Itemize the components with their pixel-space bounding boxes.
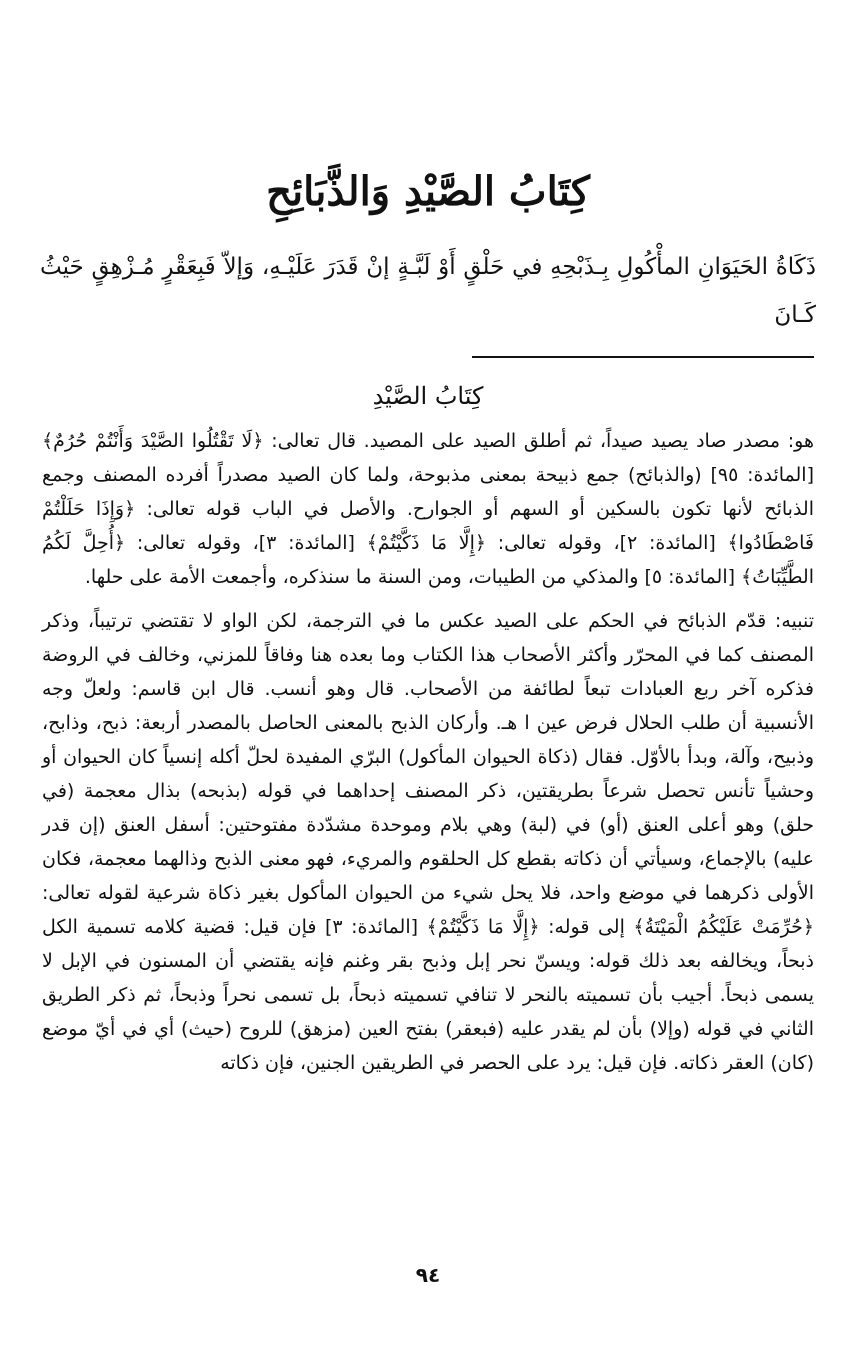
book-title: كِتَابُ الصَّيْدِ وَالذَّبَائِحِ (266, 168, 590, 215)
page-number: ٩٤ (415, 1263, 441, 1287)
commentary-body (42, 424, 814, 1090)
matn-text: ذَكَاةُ الحَيَوَانِ المأْكُولِ بِـذَبْحِهِ في حَلْقٍ أَوْ لَبَّـةٍ إنْ قَدَرَ عَلَيْـهِ، وَإلاّ فَبِعَقْرٍ مُـزْهِقٍ حَيْثُ كَـانَ (40, 254, 816, 328)
commentary-paragraph-1: هو: مصدر صاد يصيد صيداً، ثم أطلق الصيد على المصيد. قال تعالى: ﴿لَا تَقْتُلُوا الصَّيْدَ وَأَنْتُمْ حُرُمٌ﴾ [المائدة: ٩٥] (والذبائح) جمع ذبيحة بمعنى مذبوحة، ولما كان الصيد مصدراً أفرده المصنف وجمع الذبائح لأنها تكون بالسكين أو السهم أو الجوارح. والأصل في الباب قوله تعالى: ﴿وَإِذَا حَلَلْتُمْ فَاصْطَادُوا﴾ [المائدة: ٢]، وقوله تعالى: ﴿إِلَّا مَا ذَكَّيْتُمْ﴾ [المائدة: ٣]، وقوله تعالى: ﴿أُحِلَّ لَكُمُ الطَّيِّبَاتُ﴾ [المائدة: ٥] والمذكي من الطيبات، ومن السنة ما سنذكره، وأجمعت الأمة على حلها. (42, 430, 814, 588)
divider-rule (472, 356, 814, 358)
section-title: كِتَابُ الصَّيْدِ (372, 382, 484, 410)
commentary-paragraph-2: تنبيه: قدّم الذبائح في الحكم على الصيد عكس ما في الترجمة، لكن الواو لا تقتضي ترتيباً، وذكر المصنف كما في المحرّر وأكثر الأصحاب هذا الكتاب وما بعده هنا وفاقاً للمزني، وخالف في الروضة فذكره آخر ربع العبادات تبعاً لطائفة من الأصحاب. قال وهو أنسب. قال ابن قاسم: ولعلّ وجه الأنسبية أن طلب الحلال فرض عين ا هـ. وأركان الذبح بالمعنى الحاصل بالمصدر أربعة: ذبح، وذابح، وذبيح، وآلة، وبدأ بالأوّل. فقال (ذكاة الحيوان المأكول) البرّي المفيدة لحلّ أكله إنسياً كان الحيوان أو وحشياً تأنس تحصل شرعاً بطريقتين، ذكر المصنف إحداهما في قوله (بذبحه) بذال معجمة (في حلق) وهو أعلى العنق (أو) في (لبة) وهي بلام وموحدة مشدّدة مفتوحتين: أسفل العنق (إن قدر عليه) بالإجماع، وسيأتي أن ذكاته بقطع كل الحلقوم والمريء، فهو معنى الذبح وذالهما معجمة، فكان الأولى ذكرهما في موضع واحد، فلا يحل شيء من الحيوان المأكول بغير ذكاة شرعية لقوله تعالى: ﴿حُرِّمَتْ عَلَيْكُمُ الْمَيْتَةُ﴾ إلى قوله: ﴿إِلَّا مَا ذَكَّيْتُمْ﴾ [المائدة: ٣] فإن قيل: قضية كلامه تسمية الكل ذبحاً، ويخالفه بعد ذلك قوله: ويسنّ نحر إبل وذبح بقر وغنم فإنه يقتضي أن المسنون في الإبل لا يسمى ذبحاً. أجيب بأن تسميته بالنحر لا تنافي تسميته ذبحاً، بل تسمى نحراً وذبحاً، ثم ذكر الطريق الثاني في قوله (وإلا) بأن لم يقدر عليه (فبعقر) بفتح العين (مزهق) للروح (حيث) أي في أيّ موضع (كان) العقر ذكاته. فإن قيل: يرد على الحصر في الطريقين الجنين، فإن ذكاته (42, 610, 814, 1074)
